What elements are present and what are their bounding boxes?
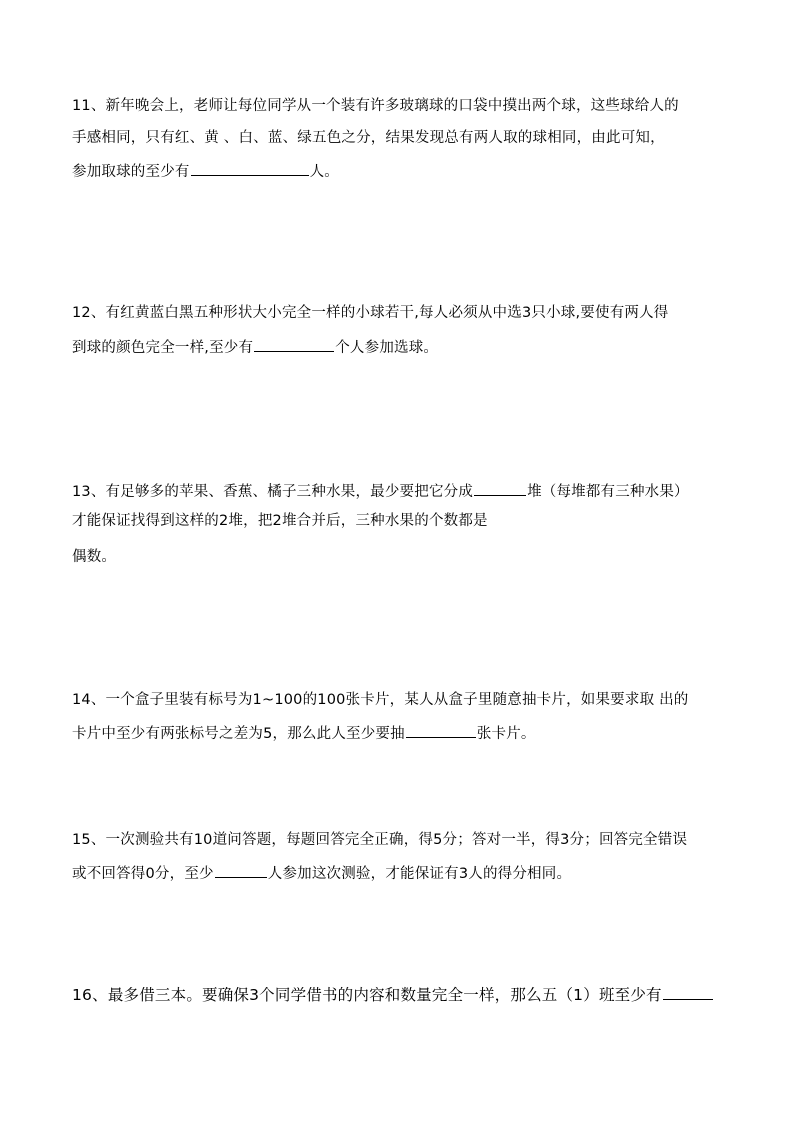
question-11-text-before-blank: 参加取球的至少有 xyxy=(72,164,190,180)
question-11-line-2: 手感相同，只有红、黄 、白、蓝、绿五色之分，结果发现总有两人取的球相同，由此可知， xyxy=(72,130,665,146)
answer-blank-12[interactable] xyxy=(254,336,334,352)
question-13-text-after-blank: 堆（每堆都有三种水果） xyxy=(527,484,689,500)
question-13-line-1 xyxy=(72,480,689,502)
answer-blank-15[interactable] xyxy=(215,862,267,878)
question-15-line-2 xyxy=(72,862,571,884)
question-12-text-after-blank: 个人参加选球。 xyxy=(335,340,439,356)
question-14-text-after-blank: 张卡片。 xyxy=(476,726,536,742)
question-13-text-before-blank: 13、有足够多的苹果、香蕉、橘子三种水果，最少要把它分成 xyxy=(72,484,474,500)
answer-blank-11[interactable] xyxy=(191,160,309,176)
question-14-line-2 xyxy=(72,722,536,744)
question-14-text-before-blank: 卡片中至少有两张标号之差为5，那么此人至少要抽 xyxy=(72,726,405,742)
question-12-text-before-blank: 到球的颜色完全一样,至少有 xyxy=(72,340,254,356)
question-15-text-before-blank: 或不回答得0分，至少 xyxy=(72,866,214,882)
answer-blank-16[interactable] xyxy=(663,984,713,1000)
question-11-text-after-blank: 人。 xyxy=(309,164,340,180)
question-15-line-1: 15、一次测验共有10道问答题，每题回答完全正确，得5分；答对一半，得3分；回答完全错误 xyxy=(72,832,688,848)
question-11-line-1: 11、新年晚会上，老师让每位同学从一个装有许多玻璃球的口袋中摸出两个球，这些球给人的 xyxy=(72,98,679,114)
answer-blank-14[interactable] xyxy=(406,722,476,738)
question-15-text-after-blank: 人参加这次测验，才能保证有3人的得分相同。 xyxy=(267,866,572,882)
question-16-line-1 xyxy=(72,984,714,1005)
question-12-line-2 xyxy=(72,336,438,358)
question-16-text-before-blank: 16、最多借三本。要确保3个同学借书的内容和数量完全一样，那么五（1）班至少有 xyxy=(72,986,662,1004)
question-13-line-3: 偶数。 xyxy=(72,549,117,565)
question-11-line-3 xyxy=(72,160,339,182)
question-12-line-1: 12、有红黄蓝白黑五种形状大小完全一样的小球若干,每人必须从中选3只小球,要使有两人得 xyxy=(72,305,669,321)
question-14-line-1: 14、一个盒子里装有标号为1~100的100张卡片，某人从盒子里随意抽卡片，如果要求取 出的 xyxy=(72,692,689,708)
answer-blank-13[interactable] xyxy=(474,480,526,496)
question-13-line-2: 才能保证找得到这样的2堆，把2堆合并后，三种水果的个数都是 xyxy=(72,513,488,529)
